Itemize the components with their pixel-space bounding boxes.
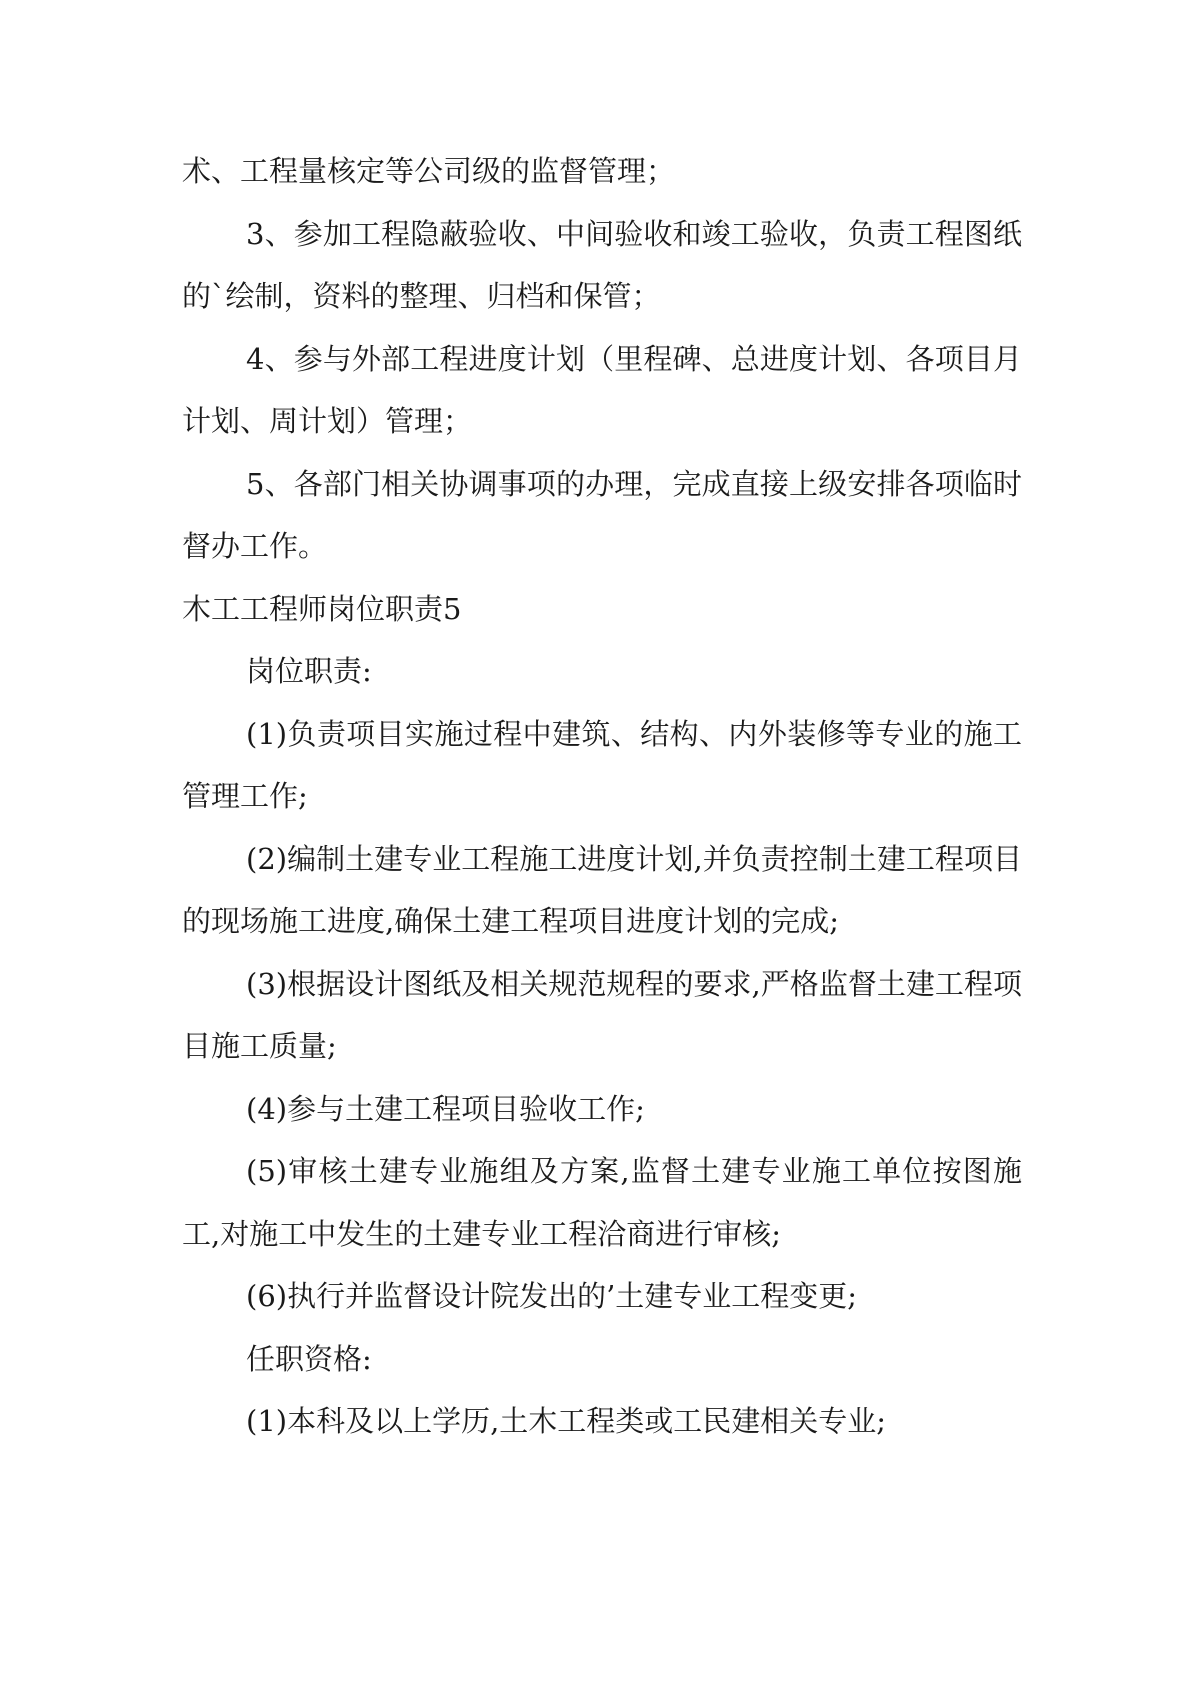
paragraph-1: 术、工程量核定等公司级的监督管理；	[182, 154, 676, 188]
subheading-duties: 岗位职责:	[246, 654, 372, 688]
paragraph-item-5: 5、各部门相关协调事项的办理，完成直接上级安排各项临时督办工作。	[182, 466, 1022, 563]
section-heading: 木工工程师岗位职责5	[182, 591, 462, 626]
duty-item-5: (5)审核土建专业施组及方案,监督土建专业施工单位按图施工,对施工中发生的土建专业工程洽商进行审核;	[182, 1154, 1022, 1251]
duty-item-3: (3)根据设计图纸及相关规范规程的要求,严格监督土建工程项目施工质量;	[182, 966, 1022, 1063]
paragraph-item-4: 4、参与外部工程进度计划（里程碑、总进度计划、各项目月计划、周计划）管理；	[182, 341, 1022, 438]
subheading-qualifications: 任职资格:	[246, 1341, 372, 1376]
duty-item-6: (6)执行并监督设计院发出的’土建专业工程变更;	[246, 1279, 858, 1313]
duty-item-2: (2)编制土建专业工程施工进度计划,并负责控制土建工程项目的现场施工进度,确保土建工程项目进度计划的完成;	[182, 841, 1022, 938]
qualification-item-1: (1)本科及以上学历,土木工程类或工民建相关专业;	[246, 1404, 887, 1438]
duty-item-4: (4)参与土建工程项目验收工作;	[246, 1091, 645, 1126]
document-body	[182, 140, 1022, 1453]
duty-item-1: (1)负责项目实施过程中建筑、结构、内外装修等专业的施工管理工作;	[182, 716, 1022, 813]
paragraph-item-3: 3、参加工程隐蔽验收、中间验收和竣工验收，负责工程图纸的`绘制，资料的整理、归档和保管；	[182, 216, 1022, 313]
